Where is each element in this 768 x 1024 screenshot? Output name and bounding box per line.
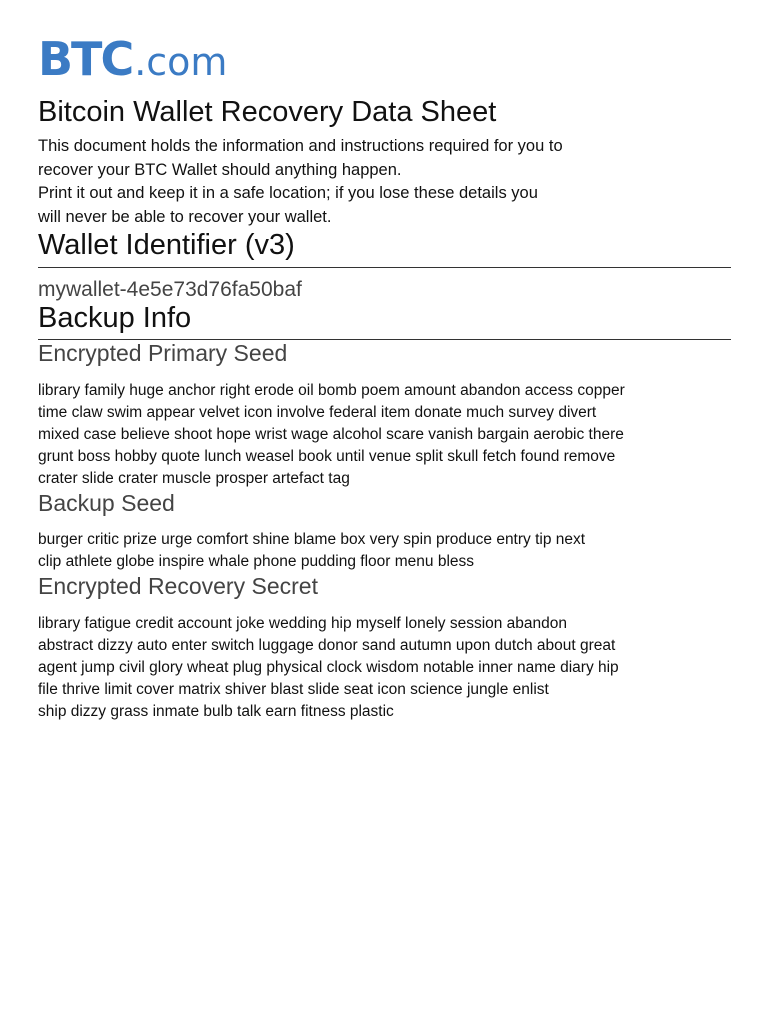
btc-com-logo	[38, 32, 731, 86]
secret-line: agent jump civil glory wheat plug physical clock wisdom notable inner name diary hip	[38, 659, 619, 676]
secret-line: ship dizzy grass inmate bulb talk earn fitness plastic	[38, 703, 394, 720]
secret-line: library fatigue credit account joke wedding hip myself lonely session abandon	[38, 615, 568, 632]
wallet-identifier-heading: Wallet Identifier (v3)	[38, 229, 731, 267]
wallet-identifier-value: mywallet-4e5e73d76fa50baf	[38, 277, 302, 301]
encrypted-primary-seed-words	[38, 380, 731, 490]
encrypted-recovery-secret-words	[38, 613, 731, 723]
intro-line: Print it out and keep it in a safe location; if you lose these details you	[38, 184, 538, 203]
seed-line: crater slide crater muscle prosper artefact tag	[38, 469, 350, 487]
backup-seed-words	[38, 529, 731, 573]
seed-line: time claw swim appear velvet icon involve federal item donate much survey divert	[38, 403, 597, 421]
encrypted-recovery-secret-heading: Encrypted Recovery Secret	[38, 573, 318, 600]
secret-line: abstract dizzy auto enter switch luggage donor sand autumn upon dutch about great	[38, 637, 616, 654]
intro-line: This document holds the information and instructions required for you to	[38, 137, 563, 156]
intro-line: recover your BTC Wallet should anything happen.	[38, 160, 402, 179]
seed-line: grunt boss hobby quote lunch weasel book until venue split skull fetch found remove	[38, 447, 616, 465]
logo-brand: BTC	[38, 32, 133, 86]
encrypted-primary-seed-heading: Encrypted Primary Seed	[38, 340, 288, 367]
intro-line: will never be able to recover your wallet.	[38, 207, 332, 226]
seed-line: library family huge anchor right erode oil bomb poem amount abandon access copper	[38, 381, 625, 399]
logo-suffix: .com	[134, 40, 228, 84]
seed-line: clip athlete globe inspire whale phone pudding floor menu bless	[38, 553, 475, 571]
seed-line: mixed case believe shoot hope wrist wage alcohol scare vanish bargain aerobic there	[38, 425, 624, 443]
intro-text	[38, 135, 731, 229]
backup-info-heading: Backup Info	[38, 302, 731, 340]
recovery-data-sheet	[38, 34, 731, 723]
seed-line: burger critic prize urge comfort shine blame box very spin produce entry tip next	[38, 531, 586, 549]
page-title: Bitcoin Wallet Recovery Data Sheet	[38, 96, 497, 128]
backup-seed-heading: Backup Seed	[38, 489, 175, 516]
secret-line: file thrive limit cover matrix shiver blast slide seat icon science jungle enlist	[38, 681, 549, 698]
